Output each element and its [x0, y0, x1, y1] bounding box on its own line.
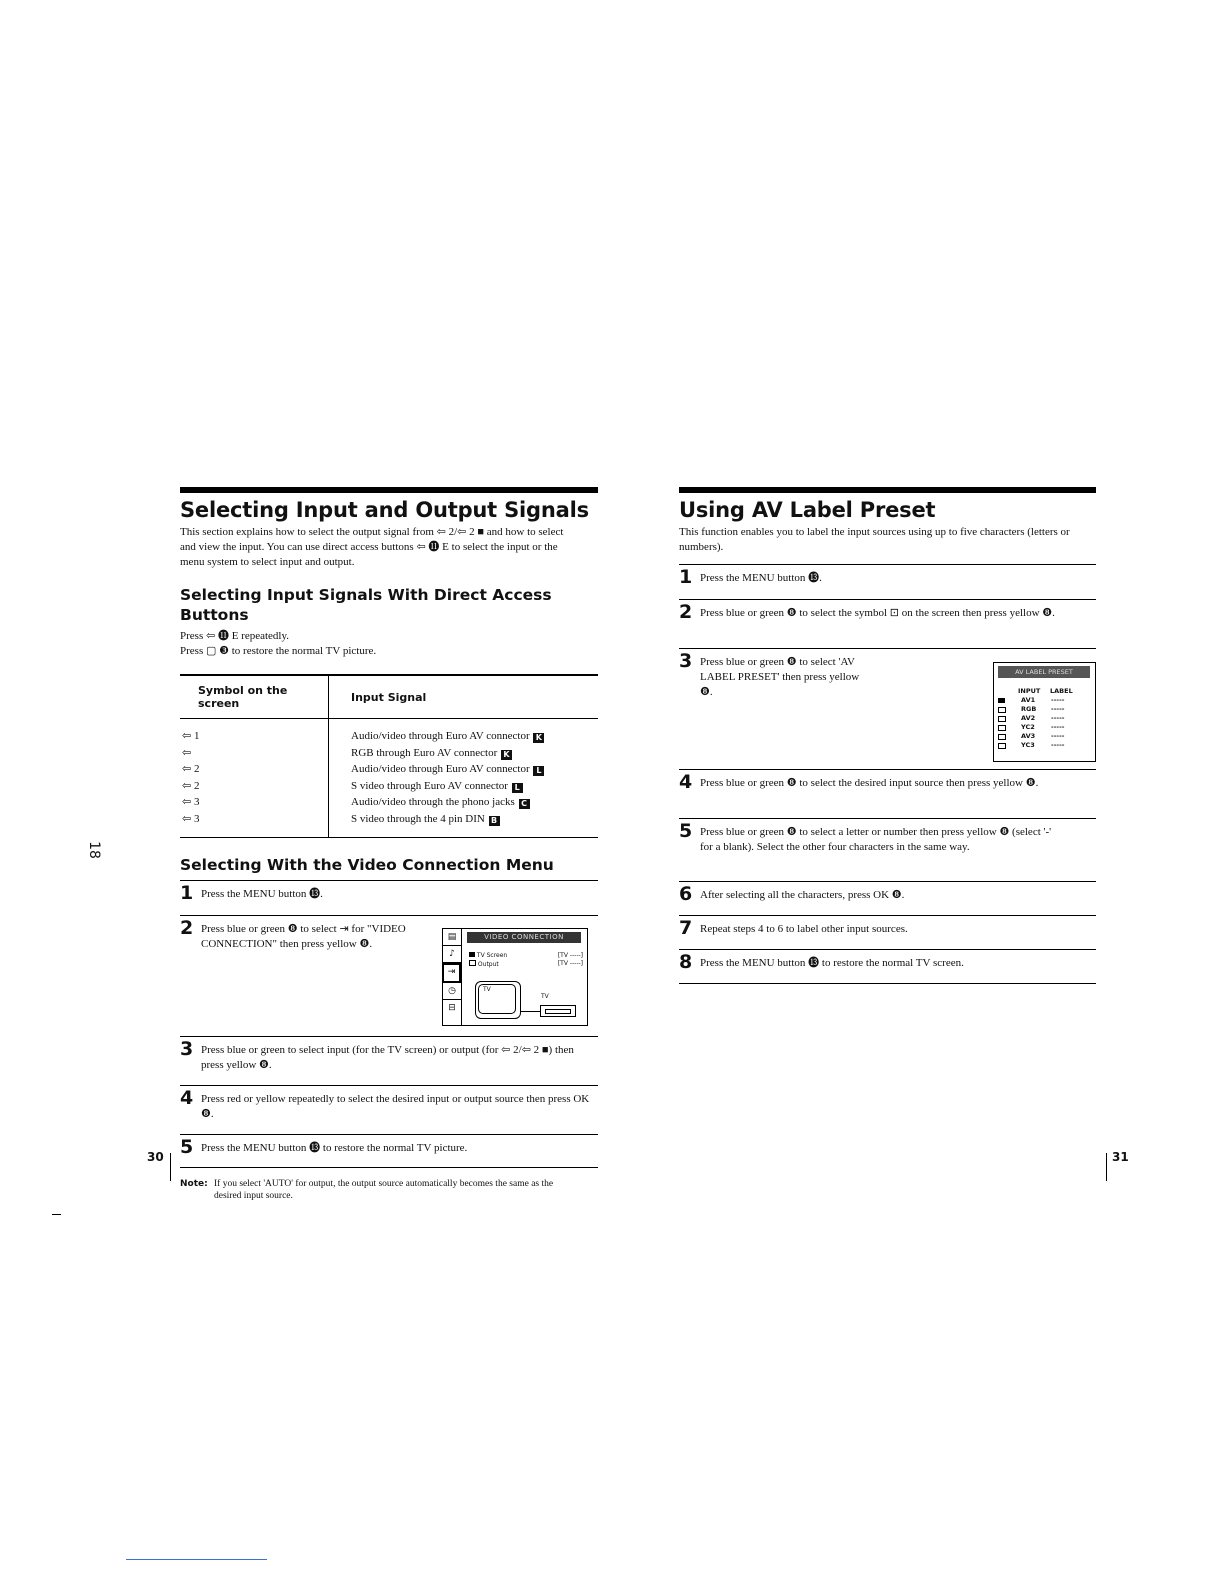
step-text: Press the MENU button ⓭ to restore the normal TV screen.	[700, 957, 964, 969]
note-text: If you select 'AUTO' for output, the output source automatically becomes the same as the desired input source.	[214, 1178, 554, 1201]
table-body	[180, 719, 598, 837]
table-row	[180, 761, 598, 778]
osd-label-row	[998, 732, 1093, 741]
step-text: Press the MENU button ⓭.	[201, 887, 323, 900]
osd-input-name: AV3	[1021, 732, 1036, 740]
signal-text: S video through Euro AV connector	[351, 779, 508, 792]
tv-box-diagram	[475, 981, 521, 1019]
table-row	[180, 811, 598, 837]
connector-tag-icon: L	[512, 783, 523, 793]
osd-label-value: -----	[1051, 723, 1065, 731]
selected-marker-icon	[998, 698, 1005, 703]
left-margin-dash	[52, 1214, 61, 1215]
signal-text: Audio/video through Euro AV connector	[351, 763, 530, 776]
direct-access-heading: Selecting Input Signals With Direct Access Buttons	[180, 586, 552, 624]
osd-label-row	[998, 696, 1093, 705]
step-text: Press blue or green ❽ to select 'AV LABEL PRESET' then press yellow ❽.	[700, 656, 860, 698]
av-label-osd	[993, 662, 1096, 762]
right-page	[679, 0, 1096, 984]
unselected-marker-icon	[998, 743, 1006, 749]
label-step-2	[679, 600, 1096, 648]
direct-line-1: Press ⇦ ⓫ E repeatedly.	[180, 630, 290, 642]
step-number: 3	[679, 650, 693, 672]
osd-label-value: -----	[1051, 714, 1065, 722]
label-step-7	[679, 916, 1096, 949]
table-row	[180, 745, 598, 762]
osd-label-rows	[998, 696, 1093, 750]
note-label: Note:	[180, 1178, 208, 1189]
step-text: Press the MENU button ⓭ to restore the normal TV picture.	[201, 1141, 468, 1154]
osd-row-tv-screen	[469, 952, 585, 960]
connector-tag-icon: K	[533, 733, 544, 743]
osd-row-label: Output	[477, 960, 499, 968]
osd-row-label: TV Screen	[476, 951, 508, 959]
menu-step-5	[180, 1135, 598, 1167]
label-step-4	[679, 770, 1096, 818]
intro-paragraph: This section explains how to select the output signal from ⇦ 2/⇦ 2 ■ and how to select and view the input. You can use direct access buttons ⇦ ⓫ E to select the input or the menu system to select input and output.	[180, 526, 564, 568]
signal-text: S video through the 4 pin DIN	[351, 812, 485, 825]
osd-input-name: AV1	[1021, 696, 1036, 704]
table-row	[180, 794, 598, 811]
signal-text: Audio/video through the phono jacks	[351, 796, 515, 809]
step-number: 2	[180, 916, 194, 939]
symbol-cell	[180, 778, 329, 795]
step-number: 8	[679, 951, 693, 973]
page-number-right: 31	[1112, 1150, 1129, 1164]
signal-text: RGB through Euro AV connector	[351, 746, 498, 759]
menu-step-3	[180, 1037, 598, 1085]
osd-col-input: INPUT	[1018, 687, 1041, 695]
selected-marker-icon	[469, 952, 475, 957]
page-title-right: Using AV Label Preset	[679, 498, 936, 522]
osd-row-value: [TV -----]	[557, 959, 583, 967]
symbol-cell	[180, 719, 329, 745]
table-header-row	[180, 676, 598, 719]
step-number: 1	[679, 566, 693, 588]
page-number-divider-left	[170, 1153, 171, 1181]
picture-icon: ▤	[443, 929, 461, 946]
signal-cell	[329, 794, 599, 811]
table-row	[180, 719, 598, 745]
connector-tag-icon: K	[501, 750, 512, 760]
step-number: 3	[180, 1037, 194, 1060]
osd-label-value: -----	[1051, 705, 1065, 713]
osd-label-row	[998, 714, 1093, 723]
title-rule	[679, 487, 1096, 493]
symbol-cell	[180, 745, 329, 762]
preset-icon: ⊟	[448, 1002, 456, 1013]
step-text: Press the MENU button ⓭.	[700, 572, 822, 584]
step-text: Press blue or green ❽ to select the desired input source then press yellow ❽.	[700, 777, 1039, 789]
step-number: 6	[679, 883, 693, 905]
signal-cell	[329, 778, 599, 795]
osd-title-bar: AV LABEL PRESET	[998, 666, 1090, 678]
video-connection-heading: Selecting With the Video Connection Menu	[180, 855, 554, 874]
vcr-box-diagram	[540, 1005, 576, 1017]
step-text: After selecting all the characters, press OK ❽.	[700, 889, 905, 901]
osd-input-name: YC2	[1021, 723, 1035, 731]
step-rule	[180, 1167, 598, 1168]
input-symbol: ⇦ 2	[182, 779, 200, 792]
symbol-cell	[180, 811, 329, 837]
input-symbol: ⇦ 1	[182, 730, 200, 742]
osd-title-bar: VIDEO CONNECTION	[467, 932, 581, 943]
signal-cell	[329, 745, 599, 762]
osd-label-row	[998, 705, 1093, 714]
label-step-1	[679, 565, 1096, 599]
input-symbol: ⇦ 2	[182, 763, 200, 776]
osd-label-row	[998, 741, 1093, 750]
unselected-marker-icon	[998, 716, 1006, 722]
osd-col-label: LABEL	[1050, 687, 1073, 695]
osd-input-name: YC3	[1021, 741, 1035, 749]
video-connection-icon: ⇥	[442, 963, 461, 983]
osd-label-value: -----	[1051, 741, 1065, 749]
table-bottom-rule	[180, 837, 598, 838]
menu-step-1	[180, 881, 598, 915]
unselected-marker-icon	[998, 707, 1006, 713]
label-step-5	[679, 819, 1096, 881]
side-number: 18	[85, 841, 102, 859]
menu-step-2	[180, 916, 598, 1036]
col-header-symbol: Symbol on the screen	[180, 676, 329, 719]
step-text: Press blue or green to select input (for the TV screen) or output (for ⇦ 2/⇦ 2 ■) then press yellow ❽.	[201, 1043, 574, 1071]
label-step-8	[679, 950, 1096, 983]
page-number-divider-right	[1106, 1153, 1107, 1181]
osd-label-value: -----	[1051, 696, 1065, 704]
note-block	[180, 1178, 598, 1202]
arrow-tv-label: TV	[541, 992, 549, 1000]
intro-paragraph: This function enables you to label the input sources using up to five characters (letters or numbers).	[679, 526, 1070, 553]
step-number: 4	[180, 1086, 194, 1109]
step-text: Repeat steps 4 to 6 to label other input sources.	[700, 923, 908, 935]
step-text: Press blue or green ❽ to select the symbol ⊡ on the screen then press yellow ❽.	[700, 607, 1055, 619]
connector-tag-icon: C	[519, 799, 530, 809]
input-symbol: ⇦ 3	[182, 796, 200, 809]
label-step-3	[679, 649, 1096, 769]
symbol-cell	[180, 761, 329, 778]
step-text: Press blue or green ❽ to select ⇥ for "VIDEO CONNECTION" then press yellow ❽.	[201, 922, 406, 950]
unselected-marker-icon	[469, 960, 476, 966]
osd-row-output	[469, 960, 585, 969]
vcr-slot	[545, 1009, 571, 1014]
title-rule	[180, 487, 598, 493]
page-number-left: 30	[147, 1150, 164, 1164]
step-number: 5	[180, 1135, 194, 1158]
signal-cell	[329, 719, 599, 745]
input-symbol: ⇦	[182, 746, 192, 759]
signal-cell	[329, 811, 599, 837]
step-number: 5	[679, 820, 693, 842]
direct-line-2: Press ▢ ❸ to restore the normal TV picture.	[180, 645, 377, 657]
step-rule	[679, 983, 1096, 984]
step-text: Press blue or green ❽ to select a letter or number then press yellow ❽ (select '-' for a blank). Select the other four characters in the same way.	[700, 826, 1052, 853]
osd-input-name: AV2	[1021, 714, 1036, 722]
symbol-cell	[180, 794, 329, 811]
input-signal-table	[180, 676, 598, 837]
bottom-blue-line	[126, 1559, 267, 1560]
signal-cell	[329, 761, 599, 778]
signal-text: Audio/video through Euro AV connector	[351, 730, 530, 742]
connector-tag-icon: B	[489, 816, 500, 826]
osd-input-name: RGB	[1021, 705, 1037, 713]
step-number: 7	[679, 917, 693, 939]
osd-row-value: [TV -----]	[557, 951, 583, 959]
step-number: 2	[679, 601, 693, 623]
sound-icon: ♪	[443, 946, 461, 963]
input-symbol: ⇦ 3	[182, 812, 200, 825]
osd-icon-column	[443, 929, 462, 1025]
unselected-marker-icon	[998, 734, 1006, 740]
tv-box-inner: TV	[478, 984, 516, 1014]
unselected-marker-icon	[998, 725, 1006, 731]
timer-icon: ◷	[443, 983, 461, 1000]
col-header-signal: Input Signal	[329, 676, 599, 719]
step-number: 1	[180, 881, 194, 904]
step-text: Press red or yellow repeatedly to select the desired input or output source then press OK ❽.	[201, 1092, 590, 1120]
table-row	[180, 778, 598, 795]
video-connection-osd	[442, 928, 588, 1026]
osd-label-value: -----	[1051, 732, 1065, 740]
connector-tag-icon: L	[533, 766, 544, 776]
label-step-6	[679, 882, 1096, 915]
step-number: 4	[679, 771, 693, 793]
page-title-left: Selecting Input and Output Signals	[180, 498, 589, 522]
arrow-line	[520, 1011, 540, 1012]
osd-label-row	[998, 723, 1093, 732]
left-page	[180, 0, 598, 1202]
menu-step-4	[180, 1086, 598, 1134]
